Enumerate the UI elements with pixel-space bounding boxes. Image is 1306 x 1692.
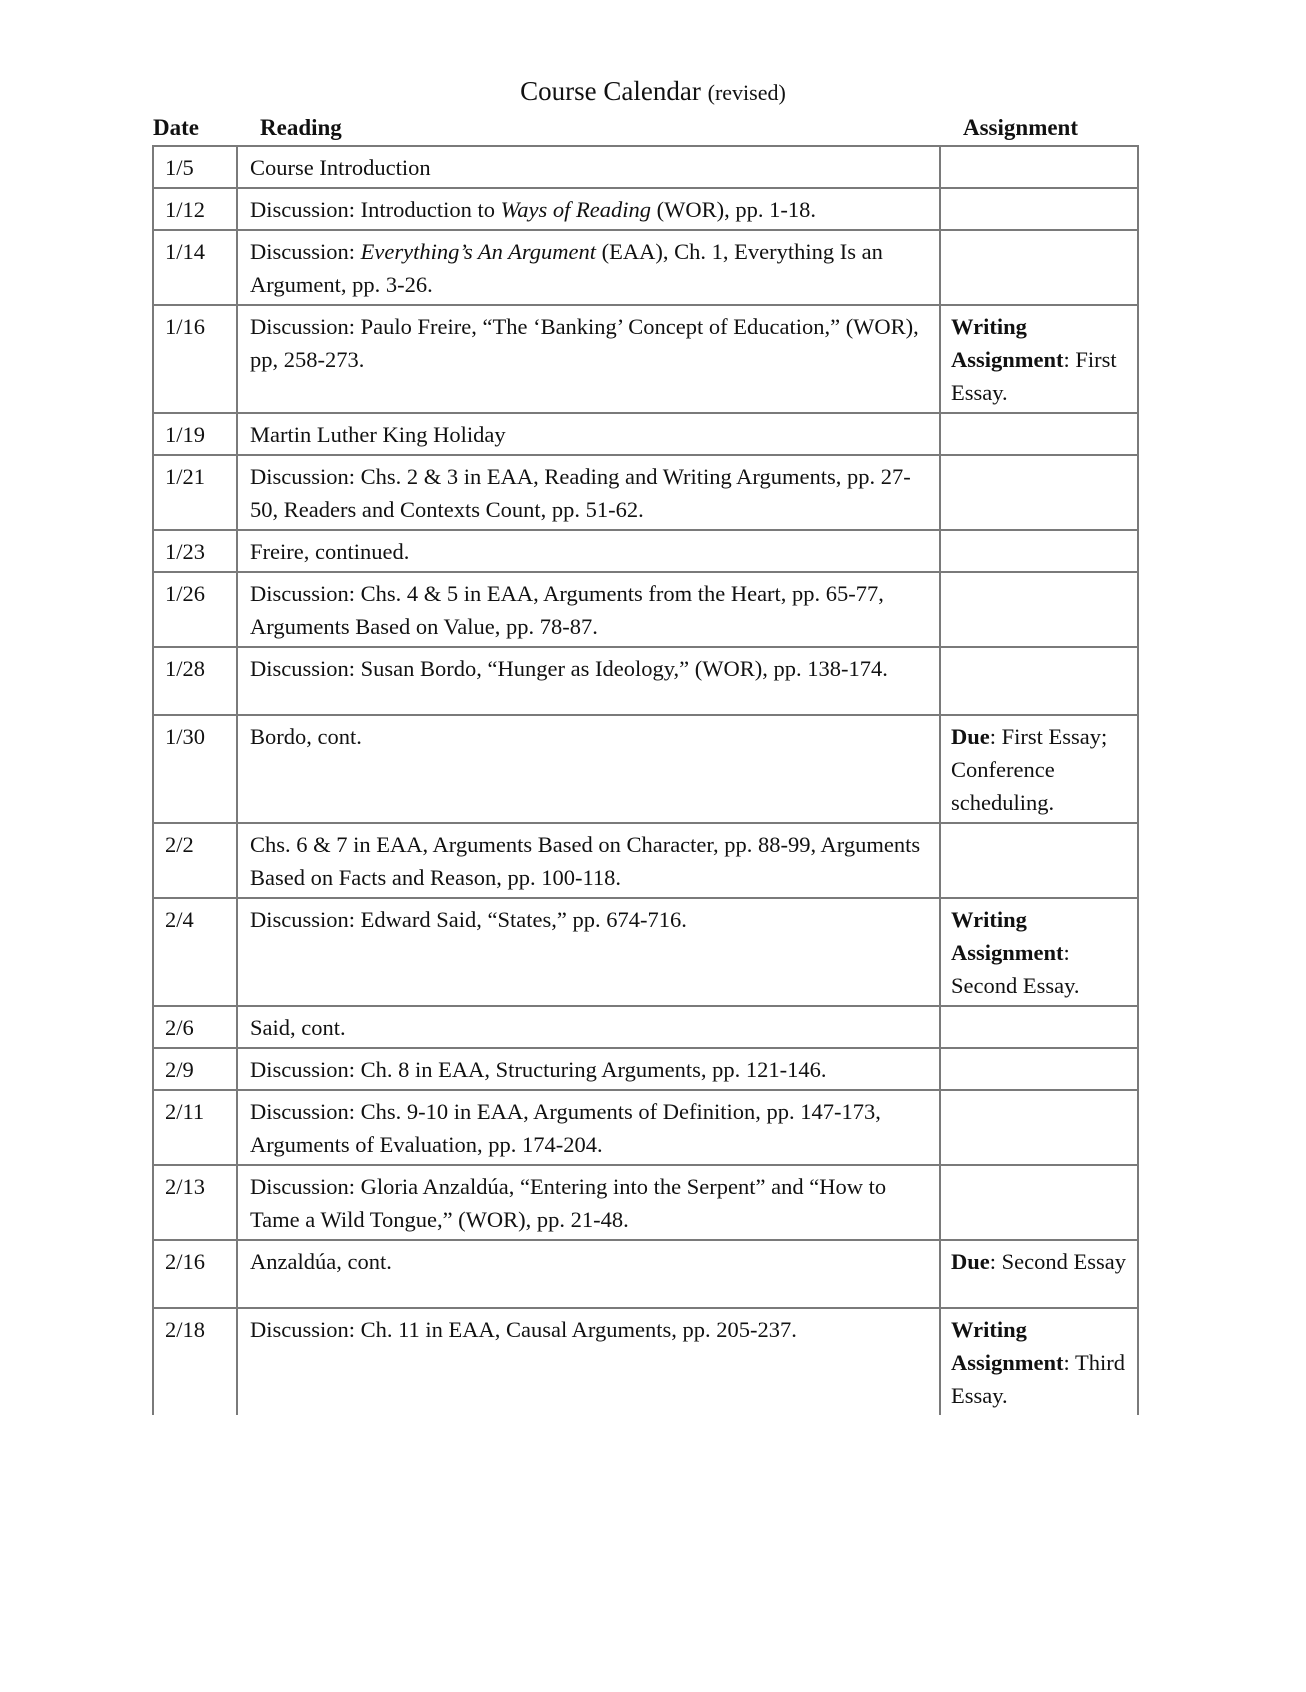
course-calendar-table	[152, 145, 1139, 1415]
table-row	[153, 188, 1138, 230]
assignment-run-1: : Second Essay	[989, 1249, 1126, 1274]
cell-reading	[237, 898, 940, 1006]
cell-date: 1/23	[153, 530, 237, 572]
reading-run-0: Discussion: Paulo Freire, “The ‘Banking’ Concept of Education,” (WOR), pp, 258-273.	[250, 314, 919, 372]
cell-reading	[237, 715, 940, 823]
reading-run-0: Discussion: Ch. 8 in EAA, Structuring Arguments, pp. 121-146.	[250, 1057, 827, 1082]
cell-date: 1/14	[153, 230, 237, 305]
table-row	[153, 1165, 1138, 1240]
cell-date: 1/16	[153, 305, 237, 413]
cell-reading	[237, 530, 940, 572]
page-title	[0, 76, 1306, 107]
assignment-run-0: Due	[951, 1249, 990, 1274]
reading-run-0: Discussion: Susan Bordo, “Hunger as Ideology,” (WOR), pp. 138-174.	[250, 656, 888, 681]
table-row	[153, 455, 1138, 530]
cell-date: 2/6	[153, 1006, 237, 1048]
cell-assignment	[940, 572, 1138, 647]
table-row	[153, 230, 1138, 305]
cell-reading	[237, 1006, 940, 1048]
header-reading: Reading	[260, 115, 342, 140]
cell-assignment	[940, 1165, 1138, 1240]
cell-date: 2/13	[153, 1165, 237, 1240]
cell-reading	[237, 647, 940, 715]
cell-reading	[237, 305, 940, 413]
cell-reading	[237, 1090, 940, 1165]
table-row	[153, 1308, 1138, 1415]
cell-reading	[237, 455, 940, 530]
cell-date: 2/2	[153, 823, 237, 898]
cell-assignment	[940, 413, 1138, 455]
reading-run-0: Course Introduction	[250, 155, 431, 180]
table-row	[153, 647, 1138, 715]
header-assignment: Assignment	[963, 115, 1079, 140]
reading-run-0: Bordo, cont.	[250, 724, 362, 749]
cell-reading	[237, 1165, 940, 1240]
reading-run-0: Discussion: Gloria Anzaldúa, “Entering into the Serpent” and “How to Tame a Wild Tongue,” (WOR), pp. 21-48.	[250, 1174, 887, 1232]
cell-date: 1/19	[153, 413, 237, 455]
reading-run-2: (EAA), Ch. 1, Everything Is an Argument, pp. 3-26.	[250, 239, 883, 297]
cell-date: 2/9	[153, 1048, 237, 1090]
header-date: Date	[153, 115, 199, 140]
reading-run-0: Discussion: Ch. 11 in EAA, Causal Arguments, pp. 205-237.	[250, 1317, 797, 1342]
table-row	[153, 715, 1138, 823]
cell-assignment	[940, 715, 1138, 823]
reading-run-1: Ways of Reading	[500, 197, 652, 222]
cell-reading	[237, 413, 940, 455]
cell-reading	[237, 146, 940, 188]
reading-run-0: Discussion: Edward Said, “States,” pp. 674-716.	[250, 907, 687, 932]
cell-assignment	[940, 647, 1138, 715]
reading-run-0: Anzaldúa, cont.	[250, 1249, 392, 1274]
cell-assignment	[940, 530, 1138, 572]
cell-date: 1/21	[153, 455, 237, 530]
cell-date: 1/28	[153, 647, 237, 715]
cell-reading	[237, 1308, 940, 1415]
cell-date: 2/4	[153, 898, 237, 1006]
reading-run-0: Discussion: Chs. 9-10 in EAA, Arguments of Definition, pp. 147-173, Arguments of Evaluation, pp. 174-204.	[250, 1099, 881, 1157]
reading-run-0: Said, cont.	[250, 1015, 346, 1040]
assignment-run-0: Due	[951, 724, 990, 749]
cell-assignment	[940, 1308, 1138, 1415]
cell-date: 2/11	[153, 1090, 237, 1165]
cell-assignment	[940, 823, 1138, 898]
table-row	[153, 572, 1138, 647]
cell-assignment	[940, 188, 1138, 230]
assignment-run-0: Writing Assignment	[951, 314, 1064, 372]
cell-assignment	[940, 146, 1138, 188]
table-row	[153, 413, 1138, 455]
cell-assignment	[940, 1240, 1138, 1308]
cell-reading	[237, 572, 940, 647]
table-row	[153, 1006, 1138, 1048]
cell-assignment	[940, 898, 1138, 1006]
table-row	[153, 823, 1138, 898]
cell-date: 1/12	[153, 188, 237, 230]
reading-run-0: Chs. 6 & 7 in EAA, Arguments Based on Character, pp. 88-99, Arguments Based on Facts and Reason, pp. 100-118.	[250, 832, 921, 890]
cell-reading	[237, 188, 940, 230]
cell-assignment	[940, 1048, 1138, 1090]
cell-assignment	[940, 305, 1138, 413]
cell-assignment	[940, 1006, 1138, 1048]
assignment-run-1: : Second Essay.	[951, 940, 1080, 998]
title-main: Course Calendar	[520, 76, 701, 106]
cell-assignment	[940, 455, 1138, 530]
cell-date: 2/18	[153, 1308, 237, 1415]
table-row	[153, 1240, 1138, 1308]
reading-run-1: Everything’s An Argument	[360, 239, 597, 264]
assignment-run-0: Writing Assignment	[951, 1317, 1064, 1375]
cell-assignment	[940, 230, 1138, 305]
cell-reading	[237, 823, 940, 898]
assignment-run-1: : Third Essay.	[951, 1350, 1125, 1408]
cell-reading	[237, 230, 940, 305]
title-sub: (revised)	[707, 80, 786, 105]
reading-run-2: (WOR), pp. 1-18.	[651, 197, 816, 222]
calendar-body	[153, 146, 1138, 1415]
reading-run-0: Martin Luther King Holiday	[250, 422, 506, 447]
cell-date: 2/16	[153, 1240, 237, 1308]
table-row	[153, 305, 1138, 413]
assignment-run-1: : First Essay.	[951, 347, 1117, 405]
reading-run-0: Discussion: Chs. 2 & 3 in EAA, Reading and Writing Arguments, pp. 27-50, Readers and Contexts Count, pp. 51-62.	[250, 464, 911, 522]
assignment-run-0: Writing Assignment	[951, 907, 1064, 965]
table-row	[153, 530, 1138, 572]
cell-date: 1/30	[153, 715, 237, 823]
cell-assignment	[940, 1090, 1138, 1165]
cell-date: 1/5	[153, 146, 237, 188]
reading-run-0: Discussion:	[250, 239, 361, 264]
reading-run-0: Discussion: Chs. 4 & 5 in EAA, Arguments from the Heart, pp. 65-77, Arguments Based on Value, pp. 78-87.	[250, 581, 884, 639]
table-row	[153, 146, 1138, 188]
cell-date: 1/26	[153, 572, 237, 647]
assignment-run-1: : First Essay; Conference scheduling.	[951, 724, 1108, 815]
table-row	[153, 1090, 1138, 1165]
table-row	[153, 898, 1138, 1006]
reading-run-0: Discussion: Introduction to	[250, 197, 501, 222]
table-row	[153, 1048, 1138, 1090]
cell-reading	[237, 1048, 940, 1090]
reading-run-0: Freire, continued.	[250, 539, 410, 564]
cell-reading	[237, 1240, 940, 1308]
